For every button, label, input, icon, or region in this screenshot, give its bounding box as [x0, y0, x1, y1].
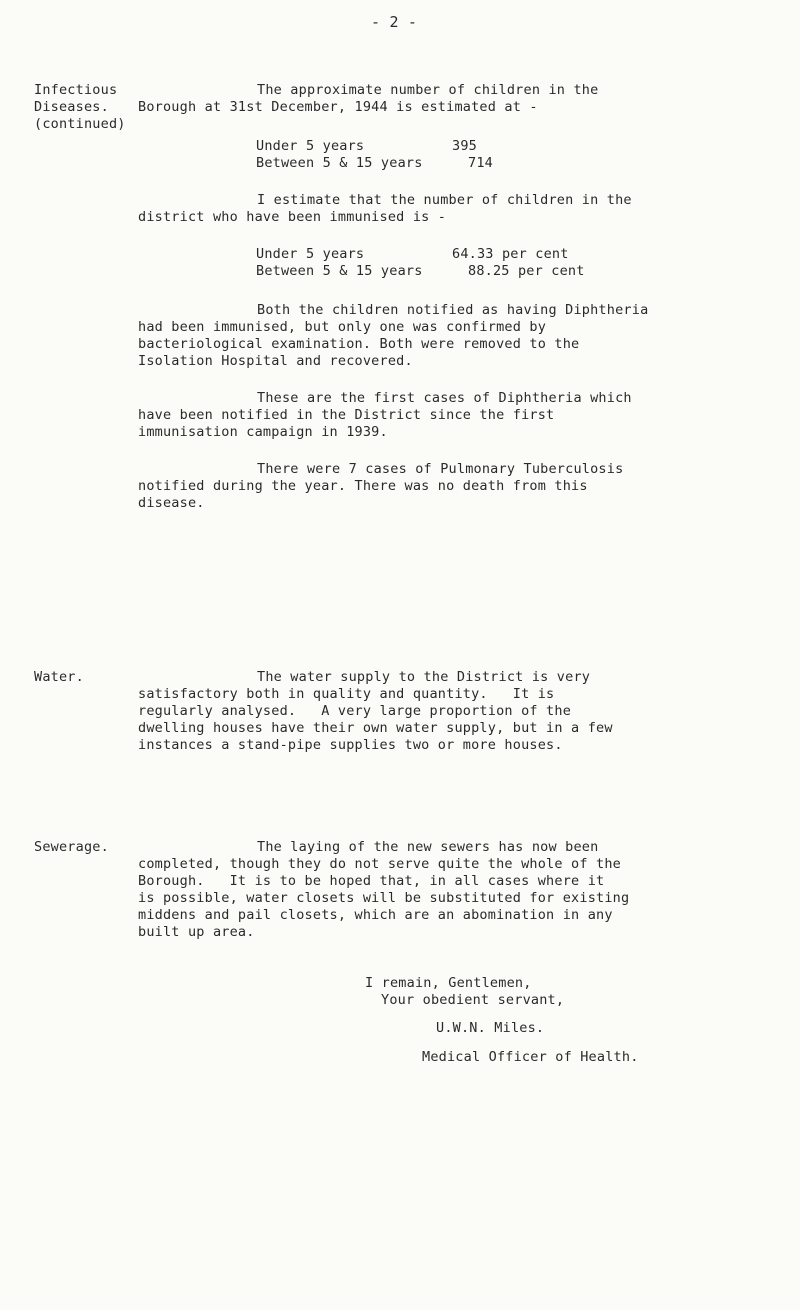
- text-line: Isolation Hospital and recovered.: [138, 353, 413, 369]
- text-line: immunisation campaign in 1939.: [138, 424, 388, 440]
- count-value: 88.25 per cent: [468, 263, 585, 279]
- text-line: built up area.: [138, 924, 255, 940]
- text-line: regularly analysed. A very large proportion of the: [138, 703, 572, 719]
- text-line: completed, though they do not serve quite the whole of the: [138, 856, 622, 872]
- text-line: The laying of the new sewers has now been: [257, 839, 599, 855]
- text-line: had been immunised, but only one was confirmed by: [138, 319, 547, 335]
- closing-line: I remain, Gentlemen,: [365, 975, 532, 991]
- margin-label-sewerage: Sewerage.: [34, 839, 109, 855]
- text-line: is possible, water closets will be substituted for existing: [138, 890, 630, 906]
- text-line: instances a stand-pipe supplies two or more houses.: [138, 737, 563, 753]
- text-line: satisfactory both in quality and quantity. It is: [138, 686, 555, 702]
- margin-label-diseases: Diseases.: [34, 99, 109, 115]
- margin-label-water: Water.: [34, 669, 84, 685]
- count-label: Under 5 years: [256, 246, 365, 262]
- text-line: Borough at 31st December, 1944 is estimated at -: [138, 99, 538, 115]
- count-label: Between 5 & 15 years: [256, 263, 423, 279]
- count-label: Between 5 & 15 years: [256, 155, 423, 171]
- text-line: have been notified in the District since the first: [138, 407, 555, 423]
- text-line: The approximate number of children in the: [257, 82, 599, 98]
- text-line: disease.: [138, 495, 205, 511]
- text-line: I estimate that the number of children in the: [257, 192, 632, 208]
- text-line: notified during the year. There was no death from this: [138, 478, 588, 494]
- text-line: These are the first cases of Diphtheria which: [257, 390, 632, 406]
- text-line: Both the children notified as having Diphtheria: [257, 302, 649, 318]
- text-line: district who have been immunised is -: [138, 209, 447, 225]
- text-line: bacteriological examination. Both were removed to the: [138, 336, 580, 352]
- margin-label-infectious: Infectious: [34, 82, 118, 98]
- closing-line: Your obedient servant,: [381, 992, 565, 1008]
- signatory-title: Medical Officer of Health.: [422, 1049, 639, 1065]
- margin-label-continued: (continued): [34, 116, 126, 132]
- count-value: 395: [452, 138, 477, 154]
- text-line: There were 7 cases of Pulmonary Tuberculosis: [257, 461, 624, 477]
- text-line: Borough. It is to be hoped that, in all cases where it: [138, 873, 605, 889]
- text-line: middens and pail closets, which are an abomination in any: [138, 907, 613, 923]
- text-line: The water supply to the District is very: [257, 669, 591, 685]
- page-number: - 2 -: [371, 13, 418, 31]
- text-line: dwelling houses have their own water supply, but in a few: [138, 720, 613, 736]
- count-value: 714: [468, 155, 493, 171]
- signatory-name: U.W.N. Miles.: [436, 1020, 545, 1036]
- count-value: 64.33 per cent: [452, 246, 569, 262]
- count-label: Under 5 years: [256, 138, 365, 154]
